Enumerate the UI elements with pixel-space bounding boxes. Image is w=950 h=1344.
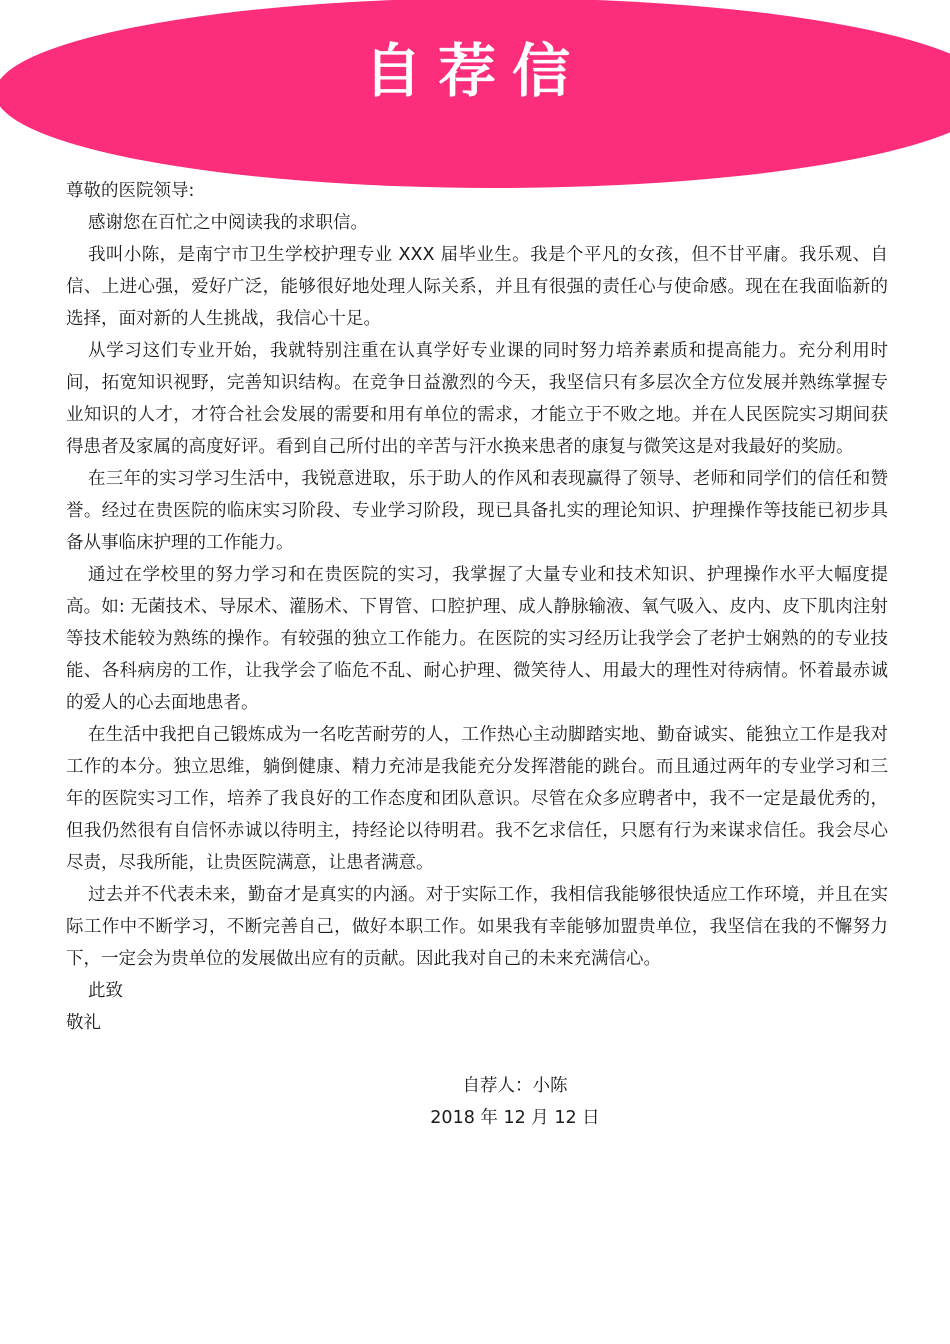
signature-date: 2018 年 12 月 12 日 xyxy=(430,1108,600,1128)
closing-jing-li: 敬礼 xyxy=(66,1013,101,1033)
paragraph-7: 过去并不代表未来，勤奋才是真实的内涵。对于实际工作，我相信我能够很快适应工作环境，并且在实际工作中不断学习，不断完善自己，做好本职工作。如果我有幸能够加盟贵单位，我坚信在我的不懈努力下，一定会为贵单位的发展做出应有的贡献。因此我对自己的未来充满信心。 xyxy=(66,885,888,969)
paragraph-5: 通过在学校里的努力学习和在贵医院的实习，我掌握了大量专业和技术知识、护理操作水平大幅度提高。如: 无菌技术、导尿术、灌肠术、下胃管、口腔护理、成人静脉输液、氧气吸入、皮内、皮下肌肉注射等技术能较为熟练的操作。有较强的独立工作能力。在医院的实习经历让我学会了老护士娴熟的的专业技能、各科病房的工作，让我学会了临危不乱、耐心护理、微笑待人、用最大的理性对待病情。怀着最赤诚的爱人的心去面地患者。 xyxy=(66,565,888,713)
closing-ci-zhi: 此致 xyxy=(88,981,123,1001)
salutation: 尊敬的医院领导: xyxy=(66,181,195,201)
paragraph-2: 我叫小陈，是南宁市卫生学校护理专业 XXX 届毕业生。我是个平凡的女孩，但不甘平庸。我乐观、自信、上进心强，爱好广泛，能够很好地处理人际关系，并且有很强的责任心与使命感。现在在我面临新的选择，面对新的人生挑战，我信心十足。 xyxy=(66,245,888,329)
paragraph-3: 从学习这们专业开始，我就特别注重在认真学好专业课的同时努力培养素质和提高能力。充分利用时间，拓宽知识视野，完善知识结构。在竞争日益激烈的今天，我坚信只有多层次全方位发展并熟练掌握专业知识的人才，才符合社会发展的需要和用有单位的需求，才能立于不败之地。并在人民医院实习期间获得患者及家属的高度好评。看到自己所付出的辛苦与汗水换来患者的康复与微笑这是对我最好的奖励。 xyxy=(66,341,888,457)
paragraph-6: 在生活中我把自己锻炼成为一名吃苦耐劳的人，工作热心主动脚踏实地、勤奋诚实、能独立工作是我对工作的本分。独立思维，躺倒健康、精力充沛是我能充分发挥潜能的跳台。而且通过两年的专业学习和三年的医院实习工作，培养了我良好的工作态度和团队意识。尽管在众多应聘者中，我不一定是最优秀的，但我仍然很有自信怀赤诚以待明主，持经论以待明君。我不乞求信任，只愿有行为来谋求信任。我会尽心尽责，尽我所能，让贵医院满意，让患者满意。 xyxy=(66,725,888,873)
header-banner xyxy=(0,0,950,190)
paragraph-1: 感谢您在百忙之中阅读我的求职信。 xyxy=(88,213,368,233)
signature-name: 自荐人：小陈 xyxy=(462,1076,568,1096)
letter-body xyxy=(66,175,888,1039)
page-title: 自荐信 xyxy=(363,37,586,105)
paragraph-4: 在三年的实习学习生活中，我锐意进取，乐于助人的作风和表现赢得了领导、老师和同学们的信任和赞誉。经过在贵医院的临床实习阶段、专业学习阶段，现已具备扎实的理论知识、护理操作等技能已初步具备从事临床护理的工作能力。 xyxy=(66,469,888,553)
signature-block xyxy=(380,1070,650,1134)
